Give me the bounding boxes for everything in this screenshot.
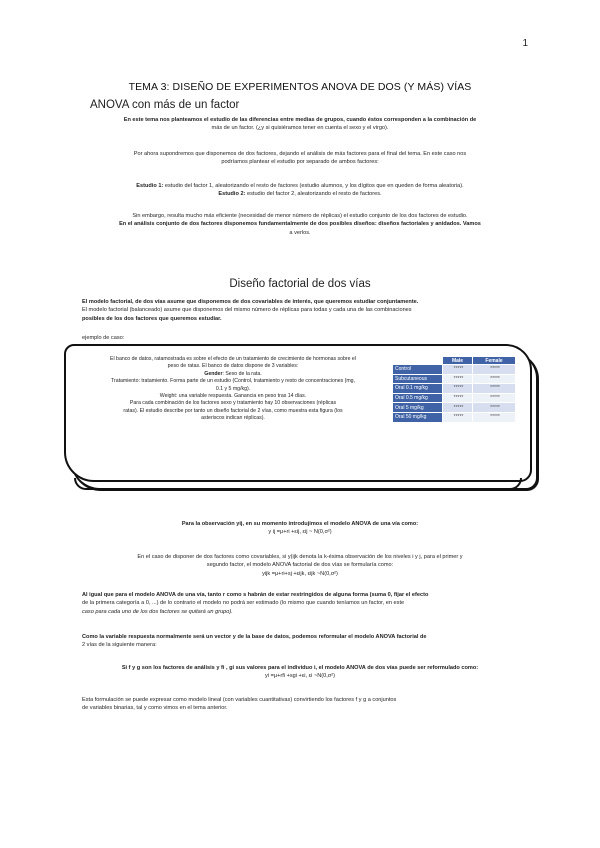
paragraph-two-factors [40, 150, 560, 167]
table-row-label: Control [393, 365, 443, 375]
paragraph-reformulation [82, 633, 552, 650]
restrictions-line-2: de la primera categoría a 0, ...) de lo contrario el modelo no podrá ser estimado (lo mismo que cuando teníamos un factor, en este [82, 600, 405, 607]
example-line-8: ratas). El estudio describe por tanto un diseño factorial de 2 vías, como muestra esta figura (los [123, 407, 343, 414]
table-cell: ***** [443, 365, 473, 375]
section-heading-factorial: Diseño factorial de dos vías [229, 278, 371, 290]
two-factors-line-1: Por ahora supondremos que disponemos de dos factores, dejando el análisis de más factores para el final del tema. En este caso nos [133, 151, 467, 157]
table-cell: ***** [473, 374, 516, 384]
estudio2-text: estudio del factor 2, aleatorizando el resto de factores. [245, 191, 382, 198]
example-line-4: Tratamiento: tratamiento. Forma parte de un estudio (Control, tratamiento y resto de concentraciones (mg, [110, 378, 356, 385]
one-way-line-1: Para la observación yij, en su momento introdujimos el modelo ANOVA de una vía como: [181, 521, 419, 527]
linear-line-1: Esta formulación se puede expresar como modelo lineal (con variables cuantitativas) convirtiendo los factores f y g a conjuntos [82, 697, 397, 703]
document-title: TEMA 3: DISEÑO DE EXPERIMENTOS ANOVA DE DOS (Y MÁS) VÍAS [128, 81, 472, 93]
example-line-7: Para cada combinación de los factores sexo y tratamiento hay 10 observaciones (réplicas [129, 400, 337, 407]
efficiency-line-2: En el análisis conjunto de dos factores disponemos fundamentalmente de dos posibles diseños: diseños factoriales y anidados. Vamos [119, 221, 481, 228]
estudio2-label: Estudio 2: [218, 191, 246, 198]
estudio1-text: estudio del factor 1, aleatorizando el resto de factores (estudio alumnos, y los dígitos que en queden de forma aleatoria). [163, 183, 464, 189]
gender-text: : Sexo de la rata. [222, 370, 262, 377]
table-cell: ***** [443, 374, 473, 384]
paragraph-estudios [40, 182, 560, 199]
reformulation-line-2: 2 vías de la siguiente manera: [82, 642, 157, 649]
table-cell: ***** [473, 365, 516, 375]
example-box [64, 344, 532, 482]
table-cell: ***** [443, 412, 473, 422]
reformulation-line-1: Como la variable respuesta normalmente será un vector y de la base de datos, podemos reformular el modelo ANOVA factorial de [82, 634, 427, 640]
table-row [393, 374, 516, 384]
table-row [393, 365, 516, 375]
section-heading-anova-multifactor: ANOVA con más de un factor [90, 99, 240, 111]
paragraph-linear-model [82, 696, 552, 713]
table-cell: ***** [443, 403, 473, 413]
intro-line-2: más de un factor. (¿y si quisiéramos tener en cuenta el sexo y el virgo). [211, 125, 389, 132]
paragraph-individual-model [40, 664, 560, 681]
table-row-label: Oral 50 mg/kg [393, 412, 443, 422]
restrictions-line-1: Al igual que para el modelo ANOVA de una vía, tanto r como s habrán de estar restringidos de alguna forma (suma 0, fijar el efecto [82, 592, 429, 598]
table-header-cell: Male [443, 357, 473, 365]
paragraph-factorial-model [82, 298, 552, 323]
intro-line-1: En este tema nos planteamos el estudio de las diferencias entre medias de grupos, cuando éstos corresponden a la combinación de [123, 117, 477, 123]
table-row [393, 403, 516, 413]
efficiency-line-3: a verlos. [289, 229, 311, 236]
factorial-line-3: posibles de los dos factores que queremos estudiar. [82, 315, 222, 322]
example-line-6: Weight: una variable respuesta. Ganancia en peso tras 14 días. [159, 393, 307, 400]
two-way-line-1: En el caso de disponer de dos factores como covariables, si y(ijk denota la k-ésima observación de los niveles i y j, para el primer y [137, 554, 463, 560]
table-header-row [393, 357, 516, 365]
factorial-line-2: El modelo factorial (balanceado) asume que disponemos del mismo número de réplicas para todas y cada una de las combinaciones [82, 307, 412, 314]
example-label: ejemplo de caso: [82, 335, 125, 341]
table-row [393, 412, 516, 422]
example-line-2: peso de ratas. El banco de datos dispone de 3 variables: [167, 363, 299, 370]
table-cell: ***** [473, 384, 516, 394]
gender-label: Gender [204, 370, 223, 377]
page-number: 1 [522, 38, 528, 49]
table-cell: ***** [443, 393, 473, 403]
example-line-5: 0.1 y 5 mg/kg). [215, 385, 251, 392]
design-table [392, 356, 516, 423]
two-factors-line-2: podríamos plantear el estudio por separado de ambos factores: [221, 159, 379, 166]
table-header-cell: Female [473, 357, 516, 365]
table-row-label: Oral 0.1 mg/kg [393, 384, 443, 394]
table-cell: ***** [473, 412, 516, 422]
paragraph-restrictions [82, 591, 552, 616]
paragraph-efficiency [36, 212, 564, 237]
paragraph-two-way-model [40, 553, 560, 578]
efficiency-line-1: Sin embargo, resulta mucho más eficiente (necesidad de menor número de réplicas) el estudio conjunto de los dos factores de estudio. [132, 213, 468, 219]
table-row-label: Subcutaneous [393, 374, 443, 384]
table-row [393, 393, 516, 403]
factorial-line-1: El modelo factorial, de dos vías asume que disponemos de dos covariables de interés, que queremos estudiar conjuntamente. [82, 299, 419, 305]
linear-line-2: de variables binarias, tal y como vimos en el tema anterior. [82, 705, 228, 712]
individual-line-1: Si f y g son los factores de análisis y fi , gi sus valores para el individuo i, el modelo ANOVA de dos vías puede ser reformulado como: [121, 665, 479, 671]
one-way-formula: y ij =μ+ri +εij, εij ~ N(0,σ²) [268, 529, 332, 536]
example-line-9: asteriscos indican réplicas). [201, 415, 265, 422]
example-description [84, 356, 382, 423]
table-header-cell [393, 357, 443, 365]
table-cell: ***** [473, 403, 516, 413]
example-line-1: El banco de datos, ratamostrada es sobre el efecto de un tratamiento de crecimiento de hormonas sobre el [110, 356, 356, 362]
restrictions-line-3: caso para cada uno de los dos factores se quitará un grupo). [82, 608, 233, 615]
paragraph-one-way-model [40, 520, 560, 537]
table-row-label: Oral 0.5 mg/kg [393, 393, 443, 403]
paragraph-intro [40, 116, 560, 133]
table-row [393, 384, 516, 394]
estudio1-label: Estudio 1: [136, 183, 164, 189]
individual-formula: yi =μ+rfi +sgi +εi, εi ~N(0,σ²) [265, 673, 335, 680]
two-way-formula: yijk =μ+ri+sj +εijk, εijk ~N(0,σ²) [262, 570, 338, 577]
two-way-line-2: segundo factor, el modelo ANOVA factorial de dos vías se formularía como: [206, 562, 394, 569]
table-cell: ***** [473, 393, 516, 403]
table-cell: ***** [443, 384, 473, 394]
table-row-label: Oral 5 mg/kg [393, 403, 443, 413]
